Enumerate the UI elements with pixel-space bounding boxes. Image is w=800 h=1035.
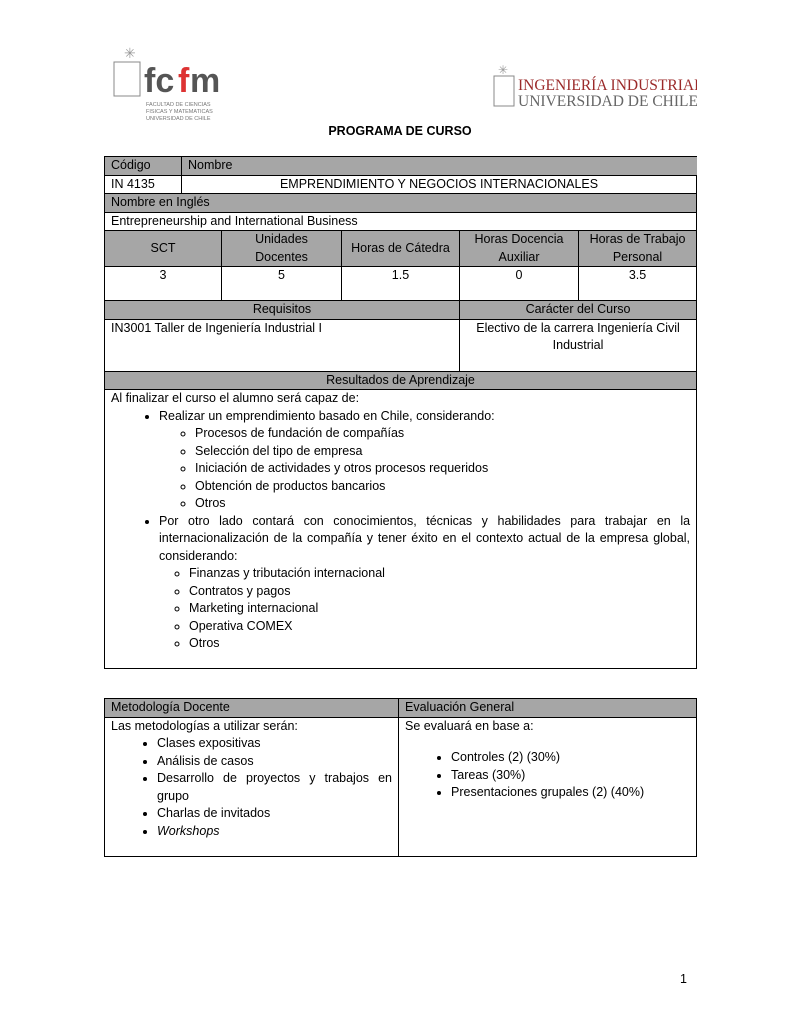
course-info-table [104, 156, 697, 669]
svg-text:f: f [178, 62, 190, 100]
col-sct: SCT [105, 231, 222, 267]
list-item: ◦ Otros [195, 495, 690, 513]
page-title: PROGRAMA DE CURSO [328, 124, 472, 138]
list-item: • Presentaciones grupales (2) (40%) [451, 784, 690, 802]
list-item: ◦ Obtención de productos bancarios [195, 478, 690, 496]
evaluacion-intro: Se evaluará en base a: [405, 718, 534, 733]
svg-text:m: m [190, 62, 221, 100]
codigo-value: IN 4135 [105, 176, 182, 194]
nombre-label: Nombre [188, 158, 233, 172]
logo-line1: INGENIERÍA INDUSTRIAL [518, 77, 697, 94]
list-item: ◦ Operativa COMEX [189, 618, 690, 636]
col-catedra: Horas de Cátedra [342, 231, 460, 267]
list-item: • Por otro lado contará con conocimientos, técnicas y habilidades para trabajar en la internacionalización de la compañía y tener éxito en el contexto actual de la empresa global, considerando: ◦ Finanzas y tributación internacional ◦ Contratos y pagos ◦ Marketing internacional ◦ Operativa COMEX ◦ Otros [159, 513, 690, 653]
list-item: • Desarrollo de proyectos y trabajos en grupo [157, 770, 392, 805]
metodologia-intro: Las metodologías a utilizar serán: [111, 718, 298, 733]
ingles-label: Nombre en Inglés [105, 194, 697, 213]
ingenieria-industrial-logo [492, 62, 697, 108]
col-auxiliar: Horas Docencia Auxiliar [460, 231, 579, 267]
svg-text:fc: fc [144, 62, 175, 100]
caracter-label: Carácter del Curso [460, 301, 697, 320]
list-item: • Workshops [157, 823, 392, 841]
val-personal: 3.5 [579, 267, 697, 301]
list-item: ◦ Selección del tipo de empresa [195, 443, 690, 461]
list-item: ◦ Iniciación de actividades y otros procesos requeridos [195, 460, 690, 478]
metodologia-evaluacion-table [104, 698, 697, 857]
svg-text:UNIVERSIDAD DE CHILE: UNIVERSIDAD DE CHILE [146, 116, 211, 122]
resultados-intro: Al finalizar el curso el alumno será capaz de: [111, 391, 360, 405]
resultados-body [105, 390, 697, 669]
svg-text:✳: ✳ [498, 63, 509, 77]
caracter-value: Electivo de la carrera Ingeniería Civil Industrial [460, 319, 697, 371]
codigo-label: Código [105, 157, 182, 175]
list-item: • Análisis de casos [157, 753, 392, 771]
evaluacion-body [399, 717, 697, 856]
metodologia-body [105, 717, 399, 856]
metodologia-label: Metodología Docente [105, 699, 399, 718]
val-catedra: 1.5 [342, 267, 460, 301]
fcfm-logo [110, 44, 230, 126]
col-unidades: Unidades Docentes [222, 231, 342, 267]
val-auxiliar: 0 [460, 267, 579, 301]
page-number: 1 [680, 972, 687, 986]
list-item: ◦ Contratos y pagos [189, 583, 690, 601]
svg-text:FACULTAD DE CIENCIAS: FACULTAD DE CIENCIAS [146, 102, 211, 108]
list-item: ◦ Procesos de fundación de compañías [195, 425, 690, 443]
svg-text:✳: ✳ [124, 45, 136, 61]
list-item: ◦ Otros [189, 635, 690, 653]
col-personal: Horas de Trabajo Personal [579, 231, 697, 267]
list-item: • Charlas de invitados [157, 805, 392, 823]
list-item: ◦ Finanzas y tributación internacional [189, 565, 690, 583]
svg-text:FISICAS Y MATEMATICAS: FISICAS Y MATEMATICAS [146, 109, 213, 115]
resultados-label: Resultados de Aprendizaje [105, 371, 697, 390]
list-item: • Realizar un emprendimiento basado en Chile, considerando: ◦ Procesos de fundación de compañías ◦ Selección del tipo de empresa ◦ Iniciación de actividades y otros procesos requeridos ◦ Obtención de productos bancarios ◦ Otros [159, 408, 690, 513]
list-item: • Tareas (30%) [451, 767, 690, 785]
ingles-value: Entrepreneurship and International Business [105, 212, 697, 231]
val-sct: 3 [105, 267, 222, 301]
requisitos-value: IN3001 Taller de Ingeniería Industrial I [105, 319, 460, 371]
requisitos-label: Requisitos [105, 301, 460, 320]
evaluacion-label: Evaluación General [399, 699, 697, 718]
val-unidades: 5 [222, 267, 342, 301]
list-item: • Controles (2) (30%) [451, 749, 690, 767]
nombre-value: EMPRENDIMIENTO Y NEGOCIOS INTERNACIONALES [279, 176, 599, 191]
logo-line2: UNIVERSIDAD DE CHILE [518, 93, 697, 108]
list-item: ◦ Marketing internacional [189, 600, 690, 618]
list-item: • Clases expositivas [157, 735, 392, 753]
